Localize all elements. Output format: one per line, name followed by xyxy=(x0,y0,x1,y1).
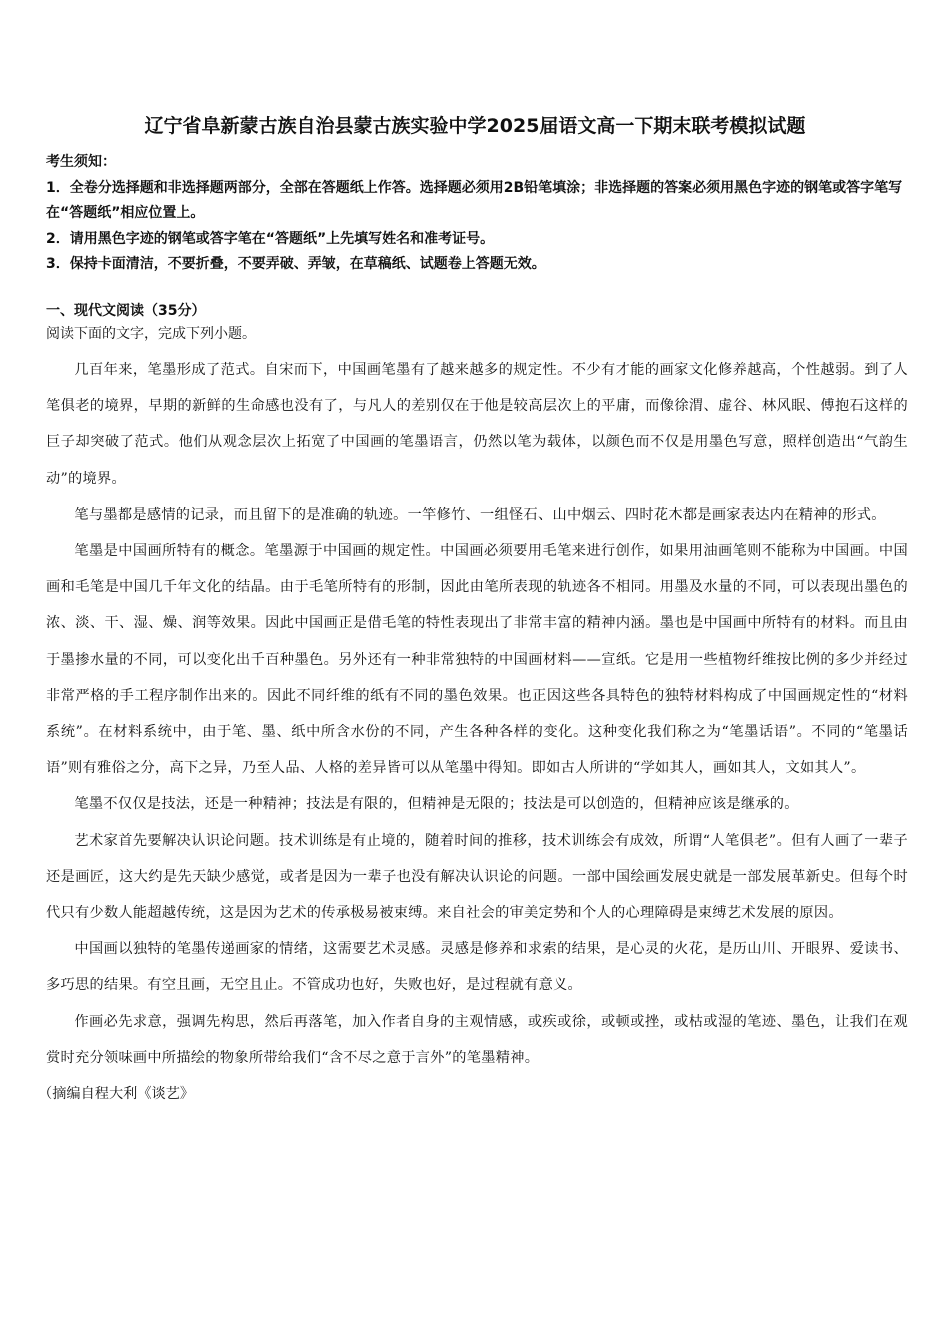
reading-passage xyxy=(46,352,908,1076)
notice-heading: 考生须知： xyxy=(46,154,116,170)
candidate-notice xyxy=(46,150,908,278)
passage-paragraph: 笔墨是中国画所特有的概念。笔墨源于中国画的规定性。中国画必须要用毛笔来进行创作，如果用油画笔则不能称为中国画。中国画和毛笔是中国几千年文化的结晶。由于毛笔所特有的形制，因此由笔所表现的轨迹各不相同。用墨及水量的不同，可以表现出墨色的浓、淡、干、湿、燥、润等效果。因此中国画正是借毛笔的特性表现出了非常丰富的精神内涵。墨也是中国画中所特有的材料。而且由于墨掺水量的不同，可以变化出千百种墨色。另外还有一种非常独特的中国画材料——宣纸。它是用一些植物纤维按比例的多少并经过非常严格的手工程序制作出来的。因此不同纤维的纸有不同的墨色效果。也正因这些各具特色的独特材料构成了中国画规定性的“材料系统”。在材料系统中，由于笔、墨、纸中所含水份的不同，产生各种各样的变化。这种变化我们称之为“笔墨话语”。不同的“笔墨话语”则有雅俗之分，高下之异，乃至人品、人格的差异皆可以从笔墨中得知。即如古人所讲的“学如其人，画如其人，文如其人”。 xyxy=(46,543,908,777)
passage-paragraph: 作画必先求意，强调先构思，然后再落笔，加入作者自身的主观情感，或疾或徐，或顿或挫，或枯或湿的笔迹、墨色，让我们在观赏时充分领味画中所描绘的物象所带给我们“含不尽之意于言外”的笔墨精神。 xyxy=(46,1013,908,1066)
passage-paragraph: 几百年来，笔墨形成了范式。自宋而下，中国画笔墨有了越来越多的规定性。不少有才能的画家文化修养越高，个性越弱。到了人笔俱老的境界，早期的新鲜的生命感也没有了，与凡人的差别仅在于他是较高层次上的平庸，而像徐渭、虚谷、林风眠、傅抱石这样的巨子却突破了范式。他们从观念层次上拓宽了中国画的笔墨语言，仍然以笔为载体，以颜色而不仅是用墨色写意，照样创造出“气韵生动”的境界。 xyxy=(46,362,908,487)
notice-item: 1．全卷分选择题和非选择题两部分，全部在答题纸上作答。选择题必须用2B铅笔填涂；非选择题的答案必须用黑色字迹的钢笔或答字笔写在“答题纸”相应位置上。 xyxy=(46,179,903,221)
reading-section xyxy=(38,300,908,1112)
passage-paragraph: 中国画以独特的笔墨传递画家的情绪，这需要艺术灵感。灵感是修养和求索的结果，是心灵的火花，是历山川、开眼界、爱读书、多巧思的结果。有空且画，无空且止。不管成功也好，失败也好，是过程就有意义。 xyxy=(46,941,908,994)
exam-title: 辽宁省阜新蒙古族自治县蒙古族实验中学2025届语文高一下期末联考模拟试题 xyxy=(144,115,806,137)
section-heading: 一、现代文阅读（35分） xyxy=(46,303,206,319)
passage-paragraph: 艺术家首先要解决认识论问题。技术训练是有止境的，随着时间的推移，技术训练会有成效，所谓“人笔俱老”。但有人画了一辈子还是画匠，这大约是先天缺少感觉，或者是因为一辈子也没有解决认识论的问题。一部中国绘画发展史就是一部发展革新史。但每个时代只有少数人能超越传统，这是因为艺术的传承极易被束缚。来自社会的审美定势和个人的心理障碍是束缚艺术发展的原因。 xyxy=(46,832,908,922)
passage-paragraph: 笔墨不仅仅是技法，还是一种精神；技法是有限的，但精神是无限的；技法是可以创造的，但精神应该是继承的。 xyxy=(74,796,799,813)
passage-paragraph: 笔与墨都是感情的记录，而且留下的是准确的轨迹。一竿修竹、一组怪石、山中烟云、四时花木都是画家表达内在精神的形式。 xyxy=(74,506,886,523)
notice-item: 2．请用黑色字迹的钢笔或答字笔在“答题纸”上先填写姓名和准考证号。 xyxy=(46,230,495,247)
section-instruction: 阅读下面的文字，完成下列小题。 xyxy=(46,326,256,342)
passage-source: （摘编自程大利《谈艺》 xyxy=(38,1086,195,1103)
notice-item: 3．保持卡面清洁，不要折叠，不要弄破、弄皱，在草稿纸、试题卷上答题无效。 xyxy=(46,256,546,272)
